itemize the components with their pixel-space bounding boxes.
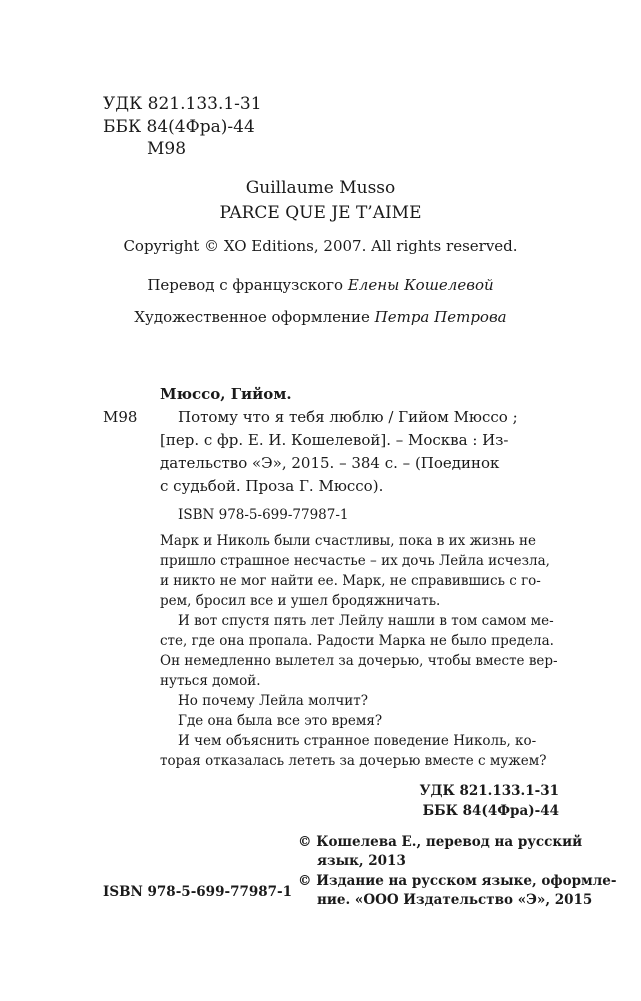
catalog-line-1: Потому что я тебя люблю / Гийом Мюссо ; [178, 408, 518, 426]
catalog-mark: М98 [103, 408, 138, 426]
original-author: Guillaume Musso [245, 178, 396, 198]
annotation-line-1: Марк и Николь были счастливы, пока в их жизнь не [160, 533, 536, 549]
translator-name: Елены Кошелевой [347, 276, 494, 294]
catalog-line-2: [пер. с фр. Е. И. Кошелевой]. – Москва : Из- [160, 431, 509, 449]
design-prefix: Художественное оформление [134, 308, 370, 326]
rights-line-3: © Издание на русском языке, оформле- [298, 873, 617, 889]
annotation-line-9: Но почему Лейла молчит? [178, 693, 368, 709]
annotation-line-2: пришло страшное несчастье – их дочь Лейла исчезла, [160, 553, 550, 569]
annotation-line-7: Он немедленно вылетел за дочерью, чтобы вместе вер- [160, 653, 558, 669]
annotation-line-6: сте, где она пропала. Радости Марка не было предела. [160, 633, 554, 649]
udk-code: УДК 821.133.1-31 [103, 94, 262, 114]
translation-prefix: Перевод с французского [147, 276, 344, 294]
bottom-bbk: ББК 84(4Фра)-44 [422, 803, 559, 819]
rights-line-2: язык, 2013 [317, 853, 406, 869]
rights-line-4: ние. «ООО Издательство «Э», 2015 [317, 892, 593, 908]
design-credit [0, 308, 641, 327]
catalog-line-3: дательство «Э», 2015. – 384 с. – (Поединок [160, 454, 500, 472]
bottom-isbn: ISBN 978-5-699-77987-1 [103, 884, 293, 900]
annotation-line-3: и никто не мог найти ее. Марк, не справившись с го- [160, 573, 541, 589]
author-mark: М98 [147, 139, 187, 159]
annotation-line-10: Где она была все это время? [178, 713, 383, 729]
copyright-line: Copyright © XO Editions, 2007. All rights reserved. [123, 237, 518, 255]
translation-credit [0, 276, 641, 295]
catalog-isbn: ISBN 978-5-699-77987-1 [178, 507, 349, 523]
bbk-code: ББК 84(4Фра)-44 [103, 117, 255, 137]
annotation-line-12: торая отказалась лететь за дочерью вместе с мужем? [160, 753, 547, 769]
annotation-line-8: нуться домой. [160, 673, 261, 689]
catalog-line-4: с судьбой. Проза Г. Мюссо). [160, 477, 384, 495]
bottom-udk: УДК 821.133.1-31 [419, 783, 559, 799]
original-title: PARCE QUE JE T’AIME [219, 203, 422, 223]
annotation-line-4: рем, бросил все и ушел бродяжничать. [160, 593, 441, 609]
designer-name: Петра Петрова [374, 308, 507, 326]
rights-line-1: © Кошелева Е., перевод на русский [298, 834, 583, 850]
catalog-heading: Мюссо, Гийом. [160, 385, 292, 403]
annotation-line-11: И чем объяснить странное поведение Николь, ко- [178, 733, 537, 749]
annotation-line-5: И вот спустя пять лет Лейлу нашли в том самом ме- [178, 613, 554, 629]
